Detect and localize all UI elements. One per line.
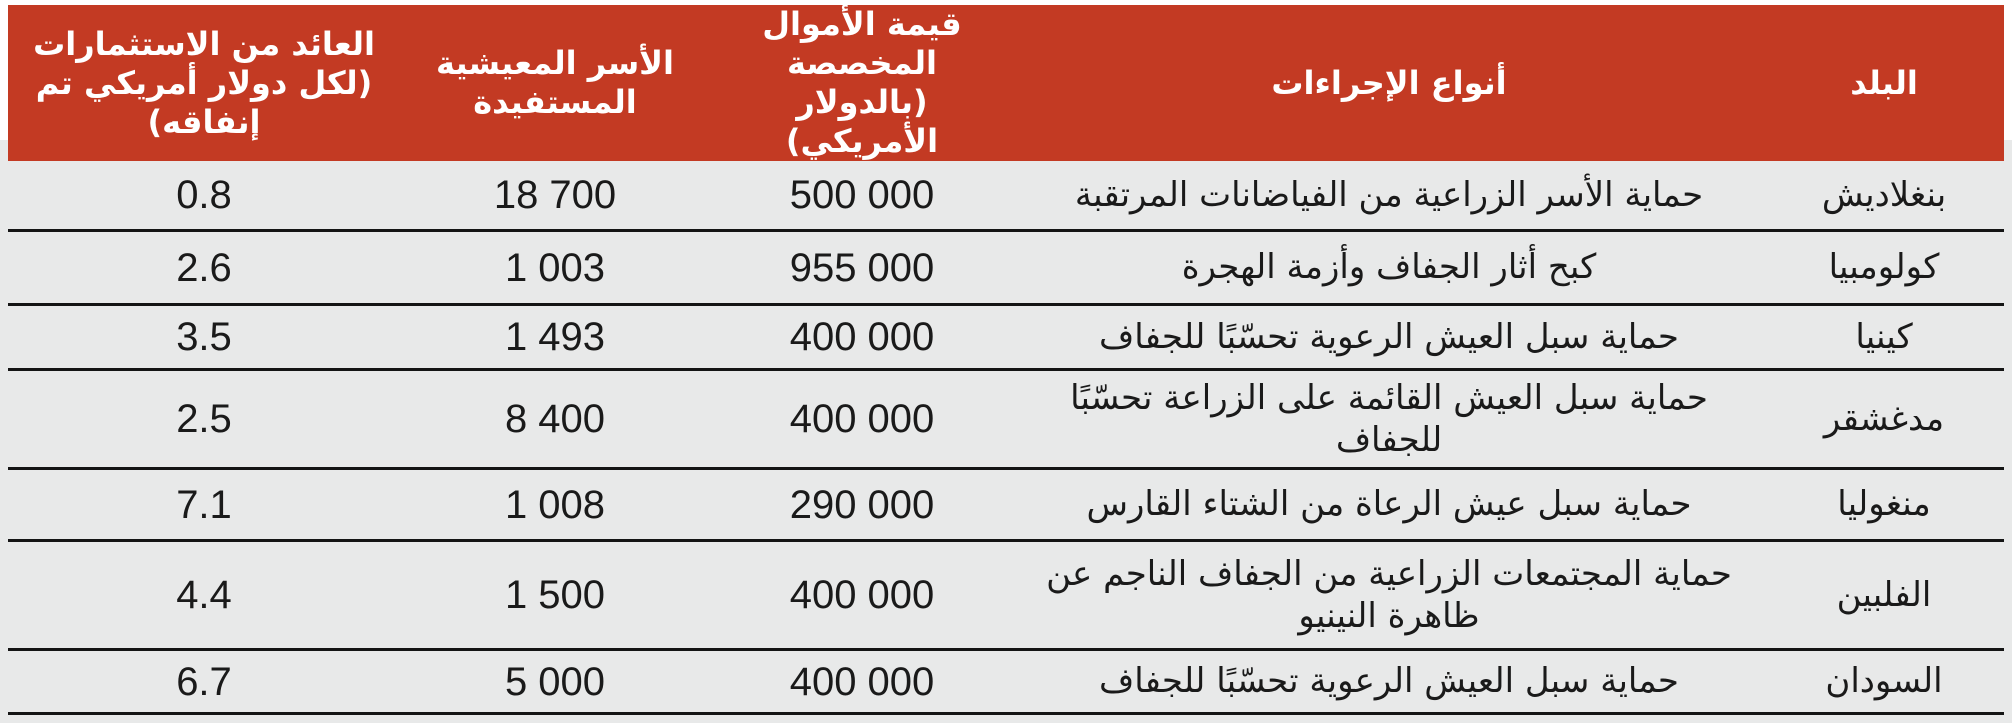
cell-return-on-investment: 7.1 [8,469,400,541]
header-allocated-funds: قيمة الأموال المخصصة (بالدولار الأمريكي) [710,5,1014,161]
cell-allocated-funds: 500 000 [710,161,1014,231]
cell-allocated-funds: 400 000 [710,305,1014,370]
table-row-philippines [8,541,2004,650]
cell-action-types: حماية المجتمعات الزراعية من الجفاف الناجم عن ظاهرة النينيو [1014,541,1764,650]
cell-country: كولومبيا [1764,231,2004,305]
cell-beneficiary-households: 1 500 [400,541,710,650]
cell-action-types: حماية سبل العيش الرعوية تحسّبًا للجفاف [1014,650,1764,714]
header-action-types: أنواع الإجراءات [1014,5,1764,161]
cell-country: الفلبين [1764,541,2004,650]
cell-beneficiary-households: 5 000 [400,650,710,714]
cell-action-types: حماية الأسر الزراعية من الفياضانات المرتقبة [1014,161,1764,231]
table-row-kenya [8,305,2004,370]
cell-allocated-funds: 400 000 [710,370,1014,469]
cell-beneficiary-households: 18 700 [400,161,710,231]
cell-beneficiary-households: 8 400 [400,370,710,469]
cell-country: كينيا [1764,305,2004,370]
cell-country: السودان [1764,650,2004,714]
cell-allocated-funds: 400 000 [710,650,1014,714]
cell-country: منغوليا [1764,469,2004,541]
cell-return-on-investment: 6.7 [8,650,400,714]
cell-country: بنغلاديش [1764,161,2004,231]
header-return-on-investment: العائد من الاستثمارات (لكل دولار أمريكي تم إنفاقه) [8,5,400,161]
table-row-sudan [8,650,2004,714]
cell-return-on-investment: 0.8 [8,161,400,231]
table-row-bangladesh [8,161,2004,231]
cell-return-on-investment: 4.4 [8,541,400,650]
cell-action-types: حماية سبل عيش الرعاة من الشتاء القارس [1014,469,1764,541]
cell-allocated-funds: 290 000 [710,469,1014,541]
cell-country: مدغشقر [1764,370,2004,469]
cell-beneficiary-households: 1 003 [400,231,710,305]
table-header-row [8,5,2004,161]
cell-return-on-investment: 3.5 [8,305,400,370]
cell-action-types: حماية سبل العيش القائمة على الزراعة تحسّبًا للجفاف [1014,370,1764,469]
cell-allocated-funds: 400 000 [710,541,1014,650]
investment-returns-table [8,5,2004,715]
cell-return-on-investment: 2.6 [8,231,400,305]
table-row-mongolia [8,469,2004,541]
table-row-madagascar [8,370,2004,469]
header-country: البلد [1764,5,2004,161]
table-row-colombia [8,231,2004,305]
cell-action-types: حماية سبل العيش الرعوية تحسّبًا للجفاف [1014,305,1764,370]
cell-action-types: كبح أثار الجفاف وأزمة الهجرة [1014,231,1764,305]
cell-allocated-funds: 955 000 [710,231,1014,305]
cell-beneficiary-households: 1 008 [400,469,710,541]
cell-return-on-investment: 2.5 [8,370,400,469]
cell-beneficiary-households: 1 493 [400,305,710,370]
header-beneficiary-households: الأسر المعيشية المستفيدة [400,5,710,161]
